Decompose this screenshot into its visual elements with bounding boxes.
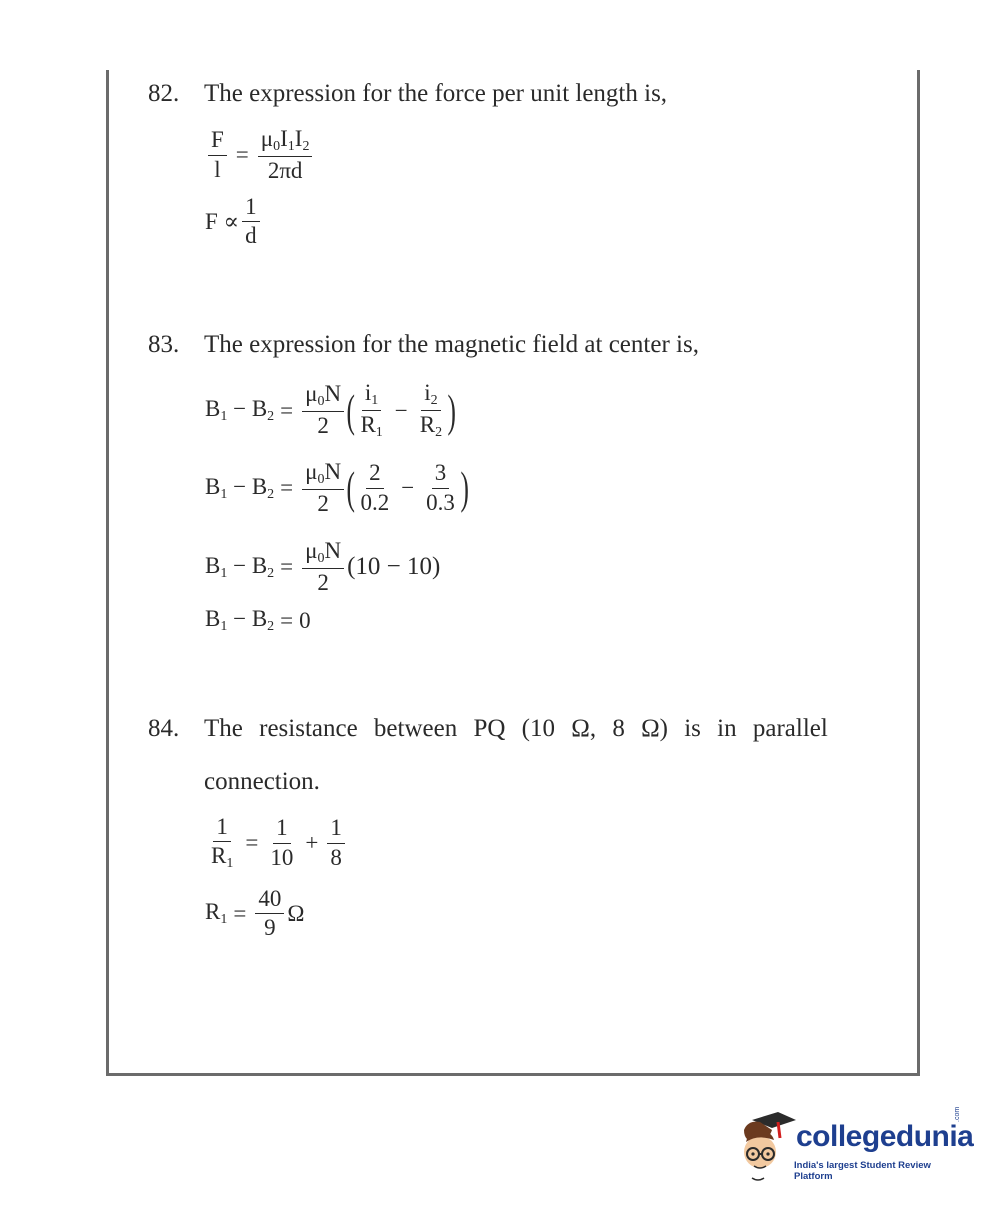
- q82-equation-2: F ∝ $\frac{1}{d}$: [205, 194, 263, 250]
- question-number: 82.: [148, 80, 180, 107]
- question-text: The resistance between PQ (10 Ω, 8 Ω) is in parallel: [204, 715, 828, 742]
- collegedunia-logo: [738, 1106, 974, 1184]
- q83-equation-4: $B_1 - B_2$ = 0: [205, 606, 311, 634]
- mascot-icon: [738, 1108, 798, 1184]
- q83-equation-1: $B_1 - B_2$ = $\frac{\mu_0N}{2}$ ( $\frac{i_1}{R_1}$ − $\frac{i_2}{R_2}$ ): [205, 380, 456, 441]
- question-82: [148, 80, 667, 108]
- question-number: 83.: [148, 331, 180, 358]
- q82-equation-1: $\frac{F}{l}$ = $\frac{\mu_0I_1I_2}{2\pi d}$: [205, 126, 315, 185]
- question-text: The expression for the force per unit length is,: [204, 80, 668, 107]
- fraction: $\frac{1}{d}$: [242, 194, 260, 250]
- fraction: $\frac{F}{l}$: [208, 127, 227, 183]
- question-text: The expression for the magnetic field at center is,: [204, 331, 699, 358]
- question-84-continuation: connection.: [204, 768, 320, 795]
- logo-domain-suffix: .com: [954, 1106, 961, 1122]
- logo-tagline: India's largest Student Review Platform: [794, 1160, 931, 1182]
- q84-equation-1: $\frac{1}{R_1}$ = $\frac{1}{10}$ + $\frac{1}{8}$: [205, 814, 348, 873]
- logo-wordmark: collegedunia: [796, 1120, 974, 1153]
- question-83: [148, 331, 699, 359]
- question-number: 84.: [148, 715, 180, 742]
- fraction: $\frac{\mu_0I_1I_2}{2\pi d}$: [258, 126, 313, 185]
- q84-equation-2: $R_1$ = $\frac{40}{9}$ Ω: [205, 886, 305, 941]
- q83-equation-3: $B_1 - B_2$ = $\frac{\mu_0N}{2}$ (10 − 10): [205, 538, 441, 596]
- q83-equation-2: $B_1 - B_2$ = $\frac{\mu_0N}{2}$ ( $\frac{2}{0.2}$ − $\frac{3}{0.3}$ ): [205, 459, 469, 517]
- question-84: [148, 715, 828, 743]
